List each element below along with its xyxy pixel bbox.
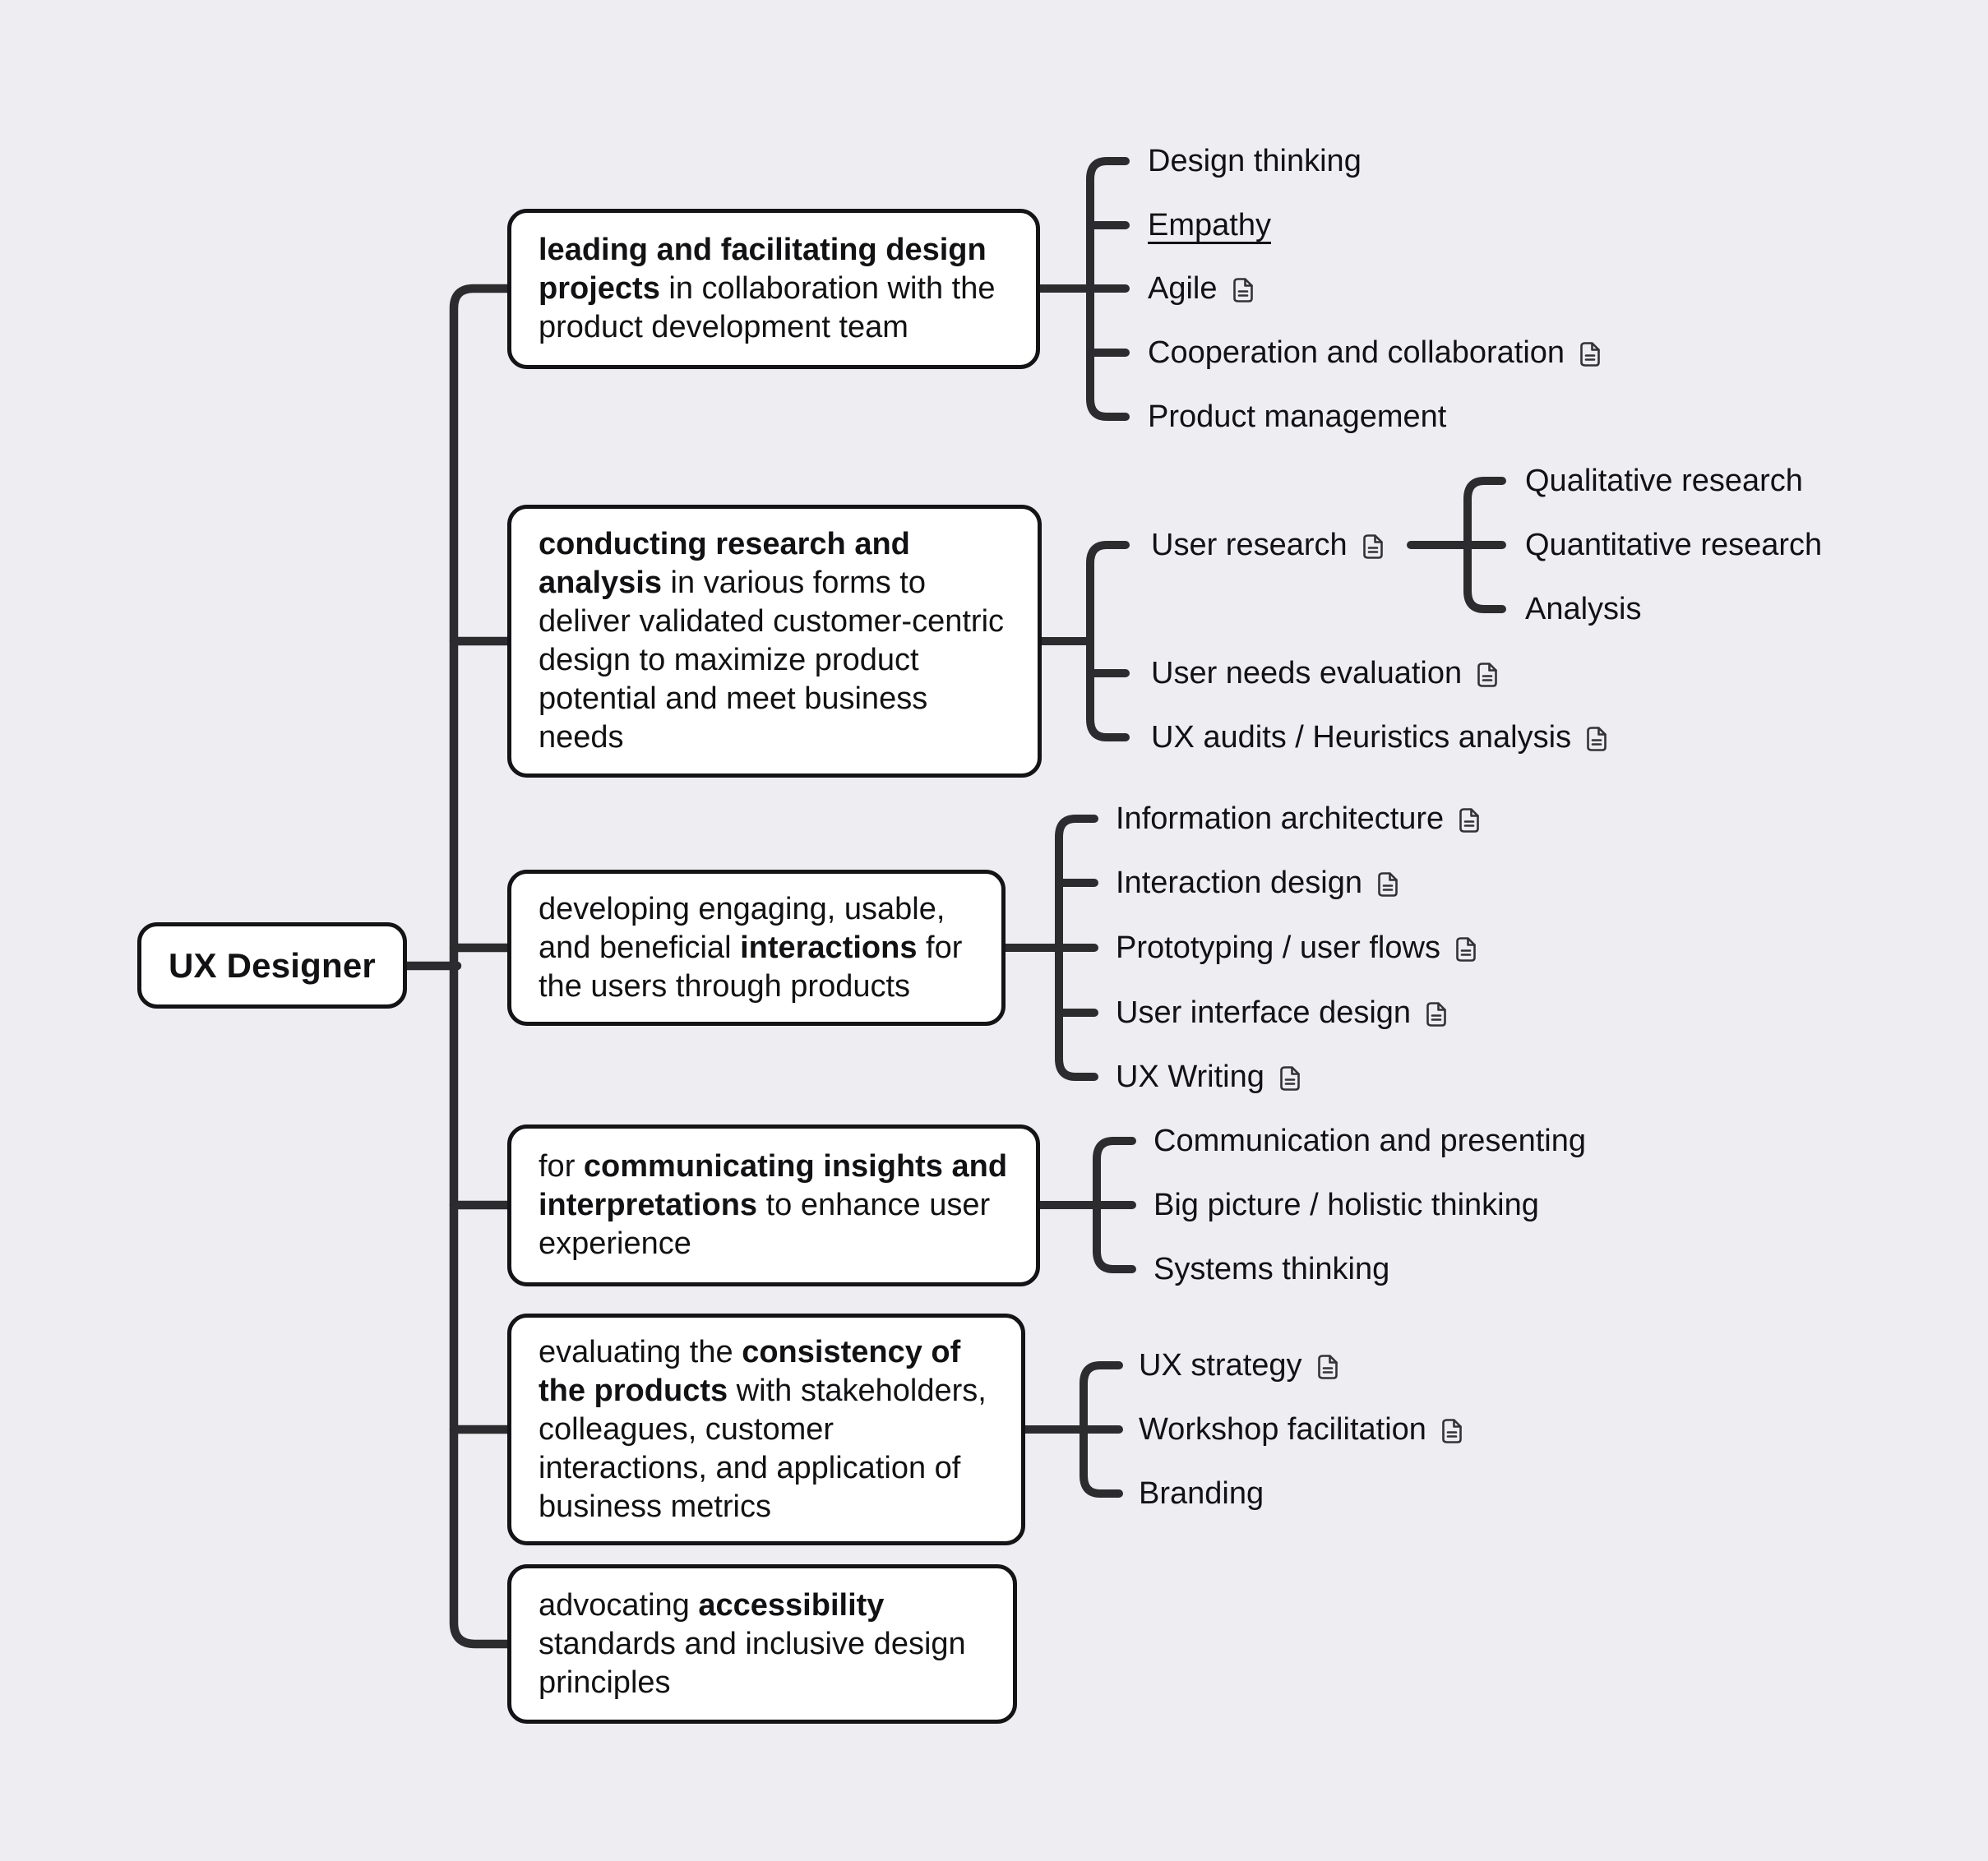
document-icon[interactable] [1477, 663, 1497, 687]
leaf-label: User interface design [1116, 995, 1412, 1030]
leaf-label: Analysis [1525, 591, 1642, 626]
document-icon[interactable] [1587, 727, 1607, 751]
leaf-label: Design thinking [1148, 143, 1362, 178]
branch-node-text: advocating accessibility standards and inclusive design principles [539, 1587, 966, 1700]
branch-node-conducting-research[interactable] [507, 505, 1042, 778]
leaf-label: Information architecture [1116, 801, 1445, 836]
leaf-information-architecture[interactable] [1116, 793, 1479, 844]
leaf-label: Systems thinking [1154, 1251, 1390, 1286]
leaf-ux-audits-heuristics-analysis[interactable] [1151, 712, 1607, 763]
document-icon[interactable] [1456, 937, 1476, 962]
document-icon[interactable] [1378, 872, 1398, 897]
leaf-interaction-design[interactable] [1116, 857, 1398, 908]
document-icon[interactable] [1233, 278, 1253, 302]
leaf-label: Communication and presenting [1154, 1123, 1586, 1158]
document-icon[interactable] [1318, 1355, 1338, 1379]
leaf-empathy[interactable] [1148, 200, 1271, 251]
leaf-user-needs-evaluation[interactable] [1151, 648, 1497, 699]
leaf-label-link[interactable]: Empathy [1148, 207, 1271, 242]
branch-node-evaluating-consistency[interactable] [507, 1314, 1025, 1545]
leaf-cooperation-and-collaboration[interactable] [1148, 327, 1600, 378]
document-icon[interactable] [1580, 342, 1600, 367]
branch-node-text: developing engaging, usable, and beneficial interactions for the users through products [539, 891, 963, 1004]
leaf-ux-writing[interactable] [1116, 1051, 1300, 1102]
leaf-label: Prototyping / user flows [1116, 930, 1440, 965]
leaf-user-research[interactable] [1151, 520, 1383, 570]
branch-node-developing-interactions[interactable] [507, 870, 1006, 1026]
leaf-label: User research [1151, 527, 1348, 562]
leaf-label: Cooperation and collaboration [1148, 335, 1565, 370]
leaf-label: Product management [1148, 399, 1447, 434]
branch-node-advocating-accessibility[interactable] [507, 1564, 1017, 1724]
leaf-label: UX strategy [1139, 1347, 1302, 1383]
branch-node-text: evaluating the consistency of the products with stakeholders, colleagues, customer interactions, and application of business metrics [539, 1334, 987, 1524]
branch-2-bracket [1090, 545, 1126, 737]
root-node[interactable] [137, 922, 407, 1009]
branch-node-text: leading and facilitating design projects in collaboration with the product development team [539, 233, 996, 344]
leaf-label: Workshop facilitation [1139, 1411, 1426, 1447]
leaf-label: Qualitative research [1525, 463, 1803, 498]
leaf-agile[interactable] [1148, 263, 1253, 314]
leaf-label: Quantitative research [1525, 527, 1823, 562]
leaf-branding[interactable] [1139, 1468, 1264, 1519]
leaf-prototyping-user-flows[interactable] [1116, 922, 1476, 973]
document-icon[interactable] [1280, 1066, 1300, 1091]
leaf-big-picture-holistic-thinking[interactable] [1154, 1180, 1539, 1231]
leaf-label: Interaction design [1116, 865, 1362, 900]
branch-node-communicating-insights[interactable] [507, 1124, 1040, 1286]
leaf-user-interface-design[interactable] [1116, 987, 1446, 1038]
leaf-design-thinking[interactable] [1148, 136, 1362, 187]
leaf-label: Branding [1139, 1475, 1264, 1511]
trunk-line [454, 289, 507, 1644]
leaf-ux-strategy[interactable] [1139, 1340, 1338, 1391]
root-node-label: UX Designer [169, 945, 376, 985]
document-icon[interactable] [1442, 1419, 1462, 1443]
branch-node-leading-design-projects[interactable] [507, 209, 1040, 369]
leaf-label: User needs evaluation [1151, 655, 1463, 690]
leaf-quantitative-research[interactable] [1525, 520, 1822, 570]
leaf-label: UX audits / Heuristics analysis [1151, 719, 1572, 755]
leaf-label: UX Writing [1116, 1059, 1264, 1094]
leaf-workshop-facilitation[interactable] [1139, 1404, 1462, 1455]
leaf-communication-and-presenting[interactable] [1154, 1115, 1586, 1166]
leaf-label: Agile [1148, 270, 1218, 306]
document-icon[interactable] [1363, 534, 1383, 559]
leaf-systems-thinking[interactable] [1154, 1244, 1389, 1295]
branch-node-text: conducting research and analysis in various forms to deliver validated customer-centric design to maximize product potential and meet business needs [539, 527, 1005, 755]
branch-node-text: for communicating insights and interpretations to enhance user experience [539, 1149, 1008, 1261]
document-icon[interactable] [1426, 1002, 1446, 1027]
leaf-label: Big picture / holistic thinking [1154, 1187, 1539, 1222]
document-icon[interactable] [1459, 808, 1479, 833]
leaf-analysis[interactable] [1525, 584, 1642, 635]
leaf-qualitative-research[interactable] [1525, 455, 1803, 506]
leaf-product-management[interactable] [1148, 391, 1446, 442]
